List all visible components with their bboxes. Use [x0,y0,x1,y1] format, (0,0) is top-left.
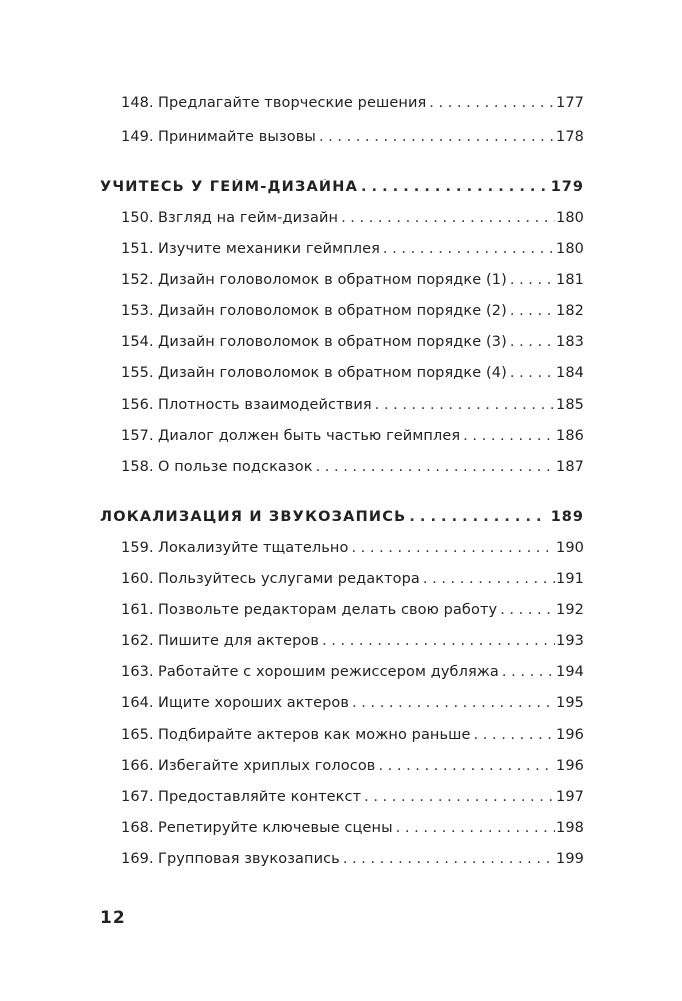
entry-title: Репетируйте ключевые сцены [158,820,393,836]
entry-number: 160. [121,571,154,587]
toc-entry [121,459,584,475]
entry-title: Взгляд на гейм-дизайн [158,210,339,226]
entry-title: Работайте с хорошим режиссером дубляжа [158,664,499,680]
entry-title: О пользе подсказок [158,459,313,475]
entry-title: Пишите для актеров [158,633,320,649]
entry-page: 180 [556,241,584,257]
toc-entry [121,789,584,805]
dot-leader [341,210,555,226]
entry-title: Групповая звукозапись [158,851,340,867]
toc-entry [121,540,584,556]
entry-page: 194 [556,664,584,680]
dot-leader [396,820,555,836]
toc-entry [121,95,584,111]
entry-number: 149. [121,129,154,145]
toc-entry [121,303,584,319]
entry-title: Дизайн головоломок в обратном порядке (3) [158,334,507,350]
entry-number: 163. [121,664,154,680]
dot-leader [500,602,555,618]
dot-leader [510,365,555,381]
entry-page: 184 [556,365,584,381]
entry-title: Ищите хороших актеров [158,695,350,711]
entry-page: 196 [556,758,584,774]
toc-section-heading [100,179,584,195]
dot-leader [351,540,555,556]
entry-number: 150. [121,210,154,226]
entry-number: 167. [121,789,154,805]
entry-page: 187 [556,459,584,475]
toc-entry [121,365,584,381]
section-title: УЧИТЕСЬ У ГЕЙМ-ДИЗАЙНА [100,179,358,195]
entry-title: Дизайн головоломок в обратном порядке (2) [158,303,507,319]
entry-title: Плотность взаимодействия [158,397,372,413]
toc-entry [121,602,584,618]
toc-entry [121,334,584,350]
toc-entry [121,695,584,711]
dot-leader [510,334,555,350]
entry-page: 195 [556,695,584,711]
dot-leader [364,789,555,805]
toc-entry [121,851,584,867]
entry-number: 168. [121,820,154,836]
entry-title: Подбирайте актеров как можно раньше [158,727,471,743]
entry-page: 193 [556,633,584,649]
dot-leader [352,695,555,711]
entry-title: Принимайте вызовы [158,129,316,145]
entry-title: Дизайн головоломок в обратном порядке (1) [158,272,507,288]
dot-leader [319,129,555,145]
entry-number: 156. [121,397,154,413]
entry-number: 166. [121,758,154,774]
dot-leader [375,397,555,413]
entry-page: 181 [556,272,584,288]
entry-number: 153. [121,303,154,319]
section-page: 179 [550,179,584,195]
dot-leader [429,95,555,111]
toc-entry [121,241,584,257]
entry-number: 155. [121,365,154,381]
toc-entry [121,820,584,836]
entry-title: Дизайн головоломок в обратном порядке (4) [158,365,507,381]
entry-title: Предоставляйте контекст [158,789,362,805]
dot-leader [383,241,555,257]
entry-number: 169. [121,851,154,867]
entry-title: Локализуйте тщательно [158,540,349,556]
entry-number: 159. [121,540,154,556]
dot-leader [361,179,545,195]
toc-section-heading [100,509,584,525]
entry-number: 165. [121,727,154,743]
section-title: ЛОКАЛИЗАЦИЯ И ЗВУКОЗАПИСЬ [100,509,407,525]
dot-leader [409,509,544,525]
dot-leader [510,272,555,288]
dot-leader [510,303,555,319]
entry-title: Изучите механики геймплея [158,241,380,257]
entry-number: 148. [121,95,154,111]
toc-entry [121,633,584,649]
entry-page: 197 [556,789,584,805]
toc-entry [121,272,584,288]
entry-page: 198 [556,820,584,836]
entry-number: 151. [121,241,154,257]
toc-entry [121,727,584,743]
dot-leader [316,459,555,475]
entry-page: 186 [556,428,584,444]
toc-entry [121,428,584,444]
section-page: 189 [550,509,584,525]
dot-leader [423,571,555,587]
entry-number: 152. [121,272,154,288]
entry-number: 164. [121,695,154,711]
entry-page: 180 [556,210,584,226]
page-number: 12 [100,908,126,928]
toc-entry [121,664,584,680]
dot-leader [343,851,555,867]
entry-title: Позвольте редакторам делать свою работу [158,602,498,618]
toc-entry [121,571,584,587]
entry-page: 183 [556,334,584,350]
toc-entry [121,758,584,774]
entry-page: 182 [556,303,584,319]
toc-entry [121,210,584,226]
dot-leader [502,664,555,680]
entry-number: 154. [121,334,154,350]
entry-title: Предлагайте творческие решения [158,95,427,111]
entry-title: Диалог должен быть частью геймплея [158,428,461,444]
entry-title: Избегайте хриплых голосов [158,758,376,774]
entry-page: 192 [556,602,584,618]
dot-leader [322,633,555,649]
entry-page: 191 [556,571,584,587]
entry-page: 185 [556,397,584,413]
entry-page: 199 [556,851,584,867]
entry-title: Пользуйтесь услугами редактора [158,571,420,587]
entry-page: 177 [556,95,584,111]
entry-page: 190 [556,540,584,556]
entry-page: 178 [556,129,584,145]
entry-number: 157. [121,428,154,444]
dot-leader [474,727,555,743]
entry-number: 158. [121,459,154,475]
entry-number: 162. [121,633,154,649]
entry-number: 161. [121,602,154,618]
entry-page: 196 [556,727,584,743]
dot-leader [378,758,555,774]
toc-entry [121,129,584,145]
dot-leader [463,428,555,444]
toc-entry [121,397,584,413]
